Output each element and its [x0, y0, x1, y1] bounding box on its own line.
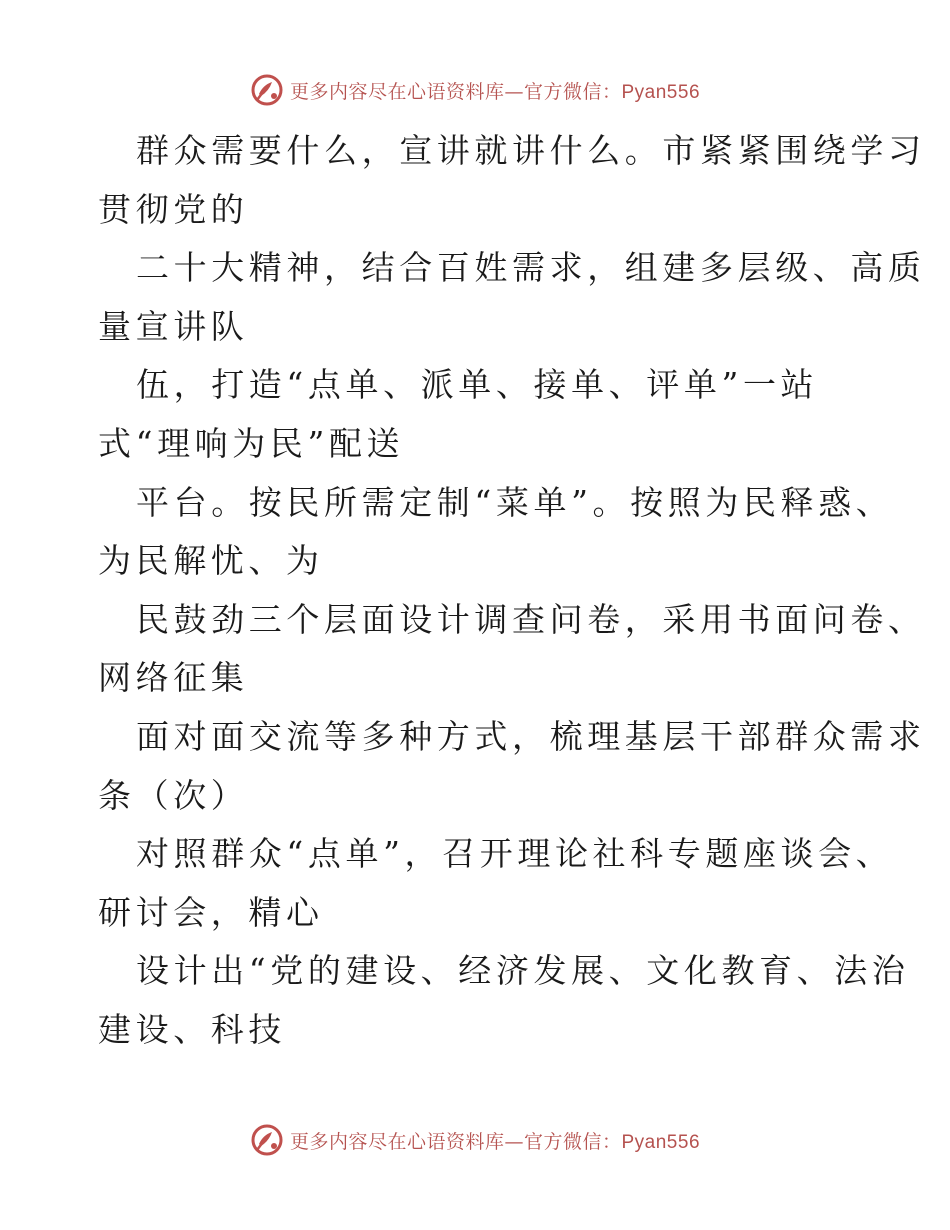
- paragraph-line-first: 设计出“党的建设、经济发展、文化教育、法治: [136, 951, 910, 991]
- footer-banner: [0, 1120, 950, 1160]
- paragraph: [98, 591, 926, 708]
- paragraph: [98, 356, 868, 473]
- paragraph: [98, 708, 926, 825]
- paragraph-line-first: 平台。按民所需定制“菜单”。按照为民释惑、: [136, 482, 894, 522]
- document-body: [98, 122, 926, 1060]
- header-banner-label: 更多内容尽在心语资料库—官方微信：: [289, 80, 622, 103]
- paragraph-line-second: 建设、科技: [98, 1009, 286, 1049]
- paragraph-line-first: 群众需要什么，宣讲就讲什么。市紧紧围绕学习: [136, 131, 926, 170]
- paragraph: [98, 122, 926, 239]
- footer-banner-label: 更多内容尽在心语资料库—官方微信：: [289, 1130, 622, 1153]
- footer-wechat-id: Pyan556: [621, 1131, 701, 1153]
- paragraph: [98, 942, 910, 1059]
- paragraph: [98, 239, 926, 356]
- header-banner: [0, 70, 950, 110]
- paragraph-line-first: 对照群众“点单”，召开理论社科专题座谈会、: [136, 834, 894, 874]
- paragraph-line-first: 民鼓劲三个层面设计调查问卷，采用书面问卷、: [136, 599, 926, 639]
- header-banner-text: [290, 77, 700, 104]
- paragraph-line-second: 条（次）: [98, 775, 249, 815]
- paragraph-line-second: 为民解忧、为: [98, 541, 324, 581]
- pen-heart-logo-icon: [250, 73, 284, 107]
- paragraph-line-first: 二十大精神，结合百姓需求，组建多层级、高质: [136, 248, 926, 288]
- paragraph-line-second: 量宣讲队: [98, 306, 249, 346]
- paragraph: [98, 474, 894, 591]
- paragraph-line-second: 式“理响为民”配送: [98, 423, 405, 463]
- pen-heart-logo-icon: [250, 1123, 284, 1157]
- header-wechat-id: Pyan556: [621, 81, 701, 103]
- paragraph: [98, 825, 894, 942]
- paragraph-line-first: 面对面交流等多种方式，梳理基层干部群众需求: [136, 716, 926, 756]
- paragraph-line-second: 网络征集: [98, 658, 249, 698]
- paragraph-line-second: 贯彻党的: [98, 189, 249, 229]
- footer-banner-text: [290, 1127, 700, 1154]
- paragraph-line-first: 伍，打造“点单、派单、接单、评单”一站: [136, 365, 819, 405]
- paragraph-line-second: 研讨会，精心: [98, 892, 324, 932]
